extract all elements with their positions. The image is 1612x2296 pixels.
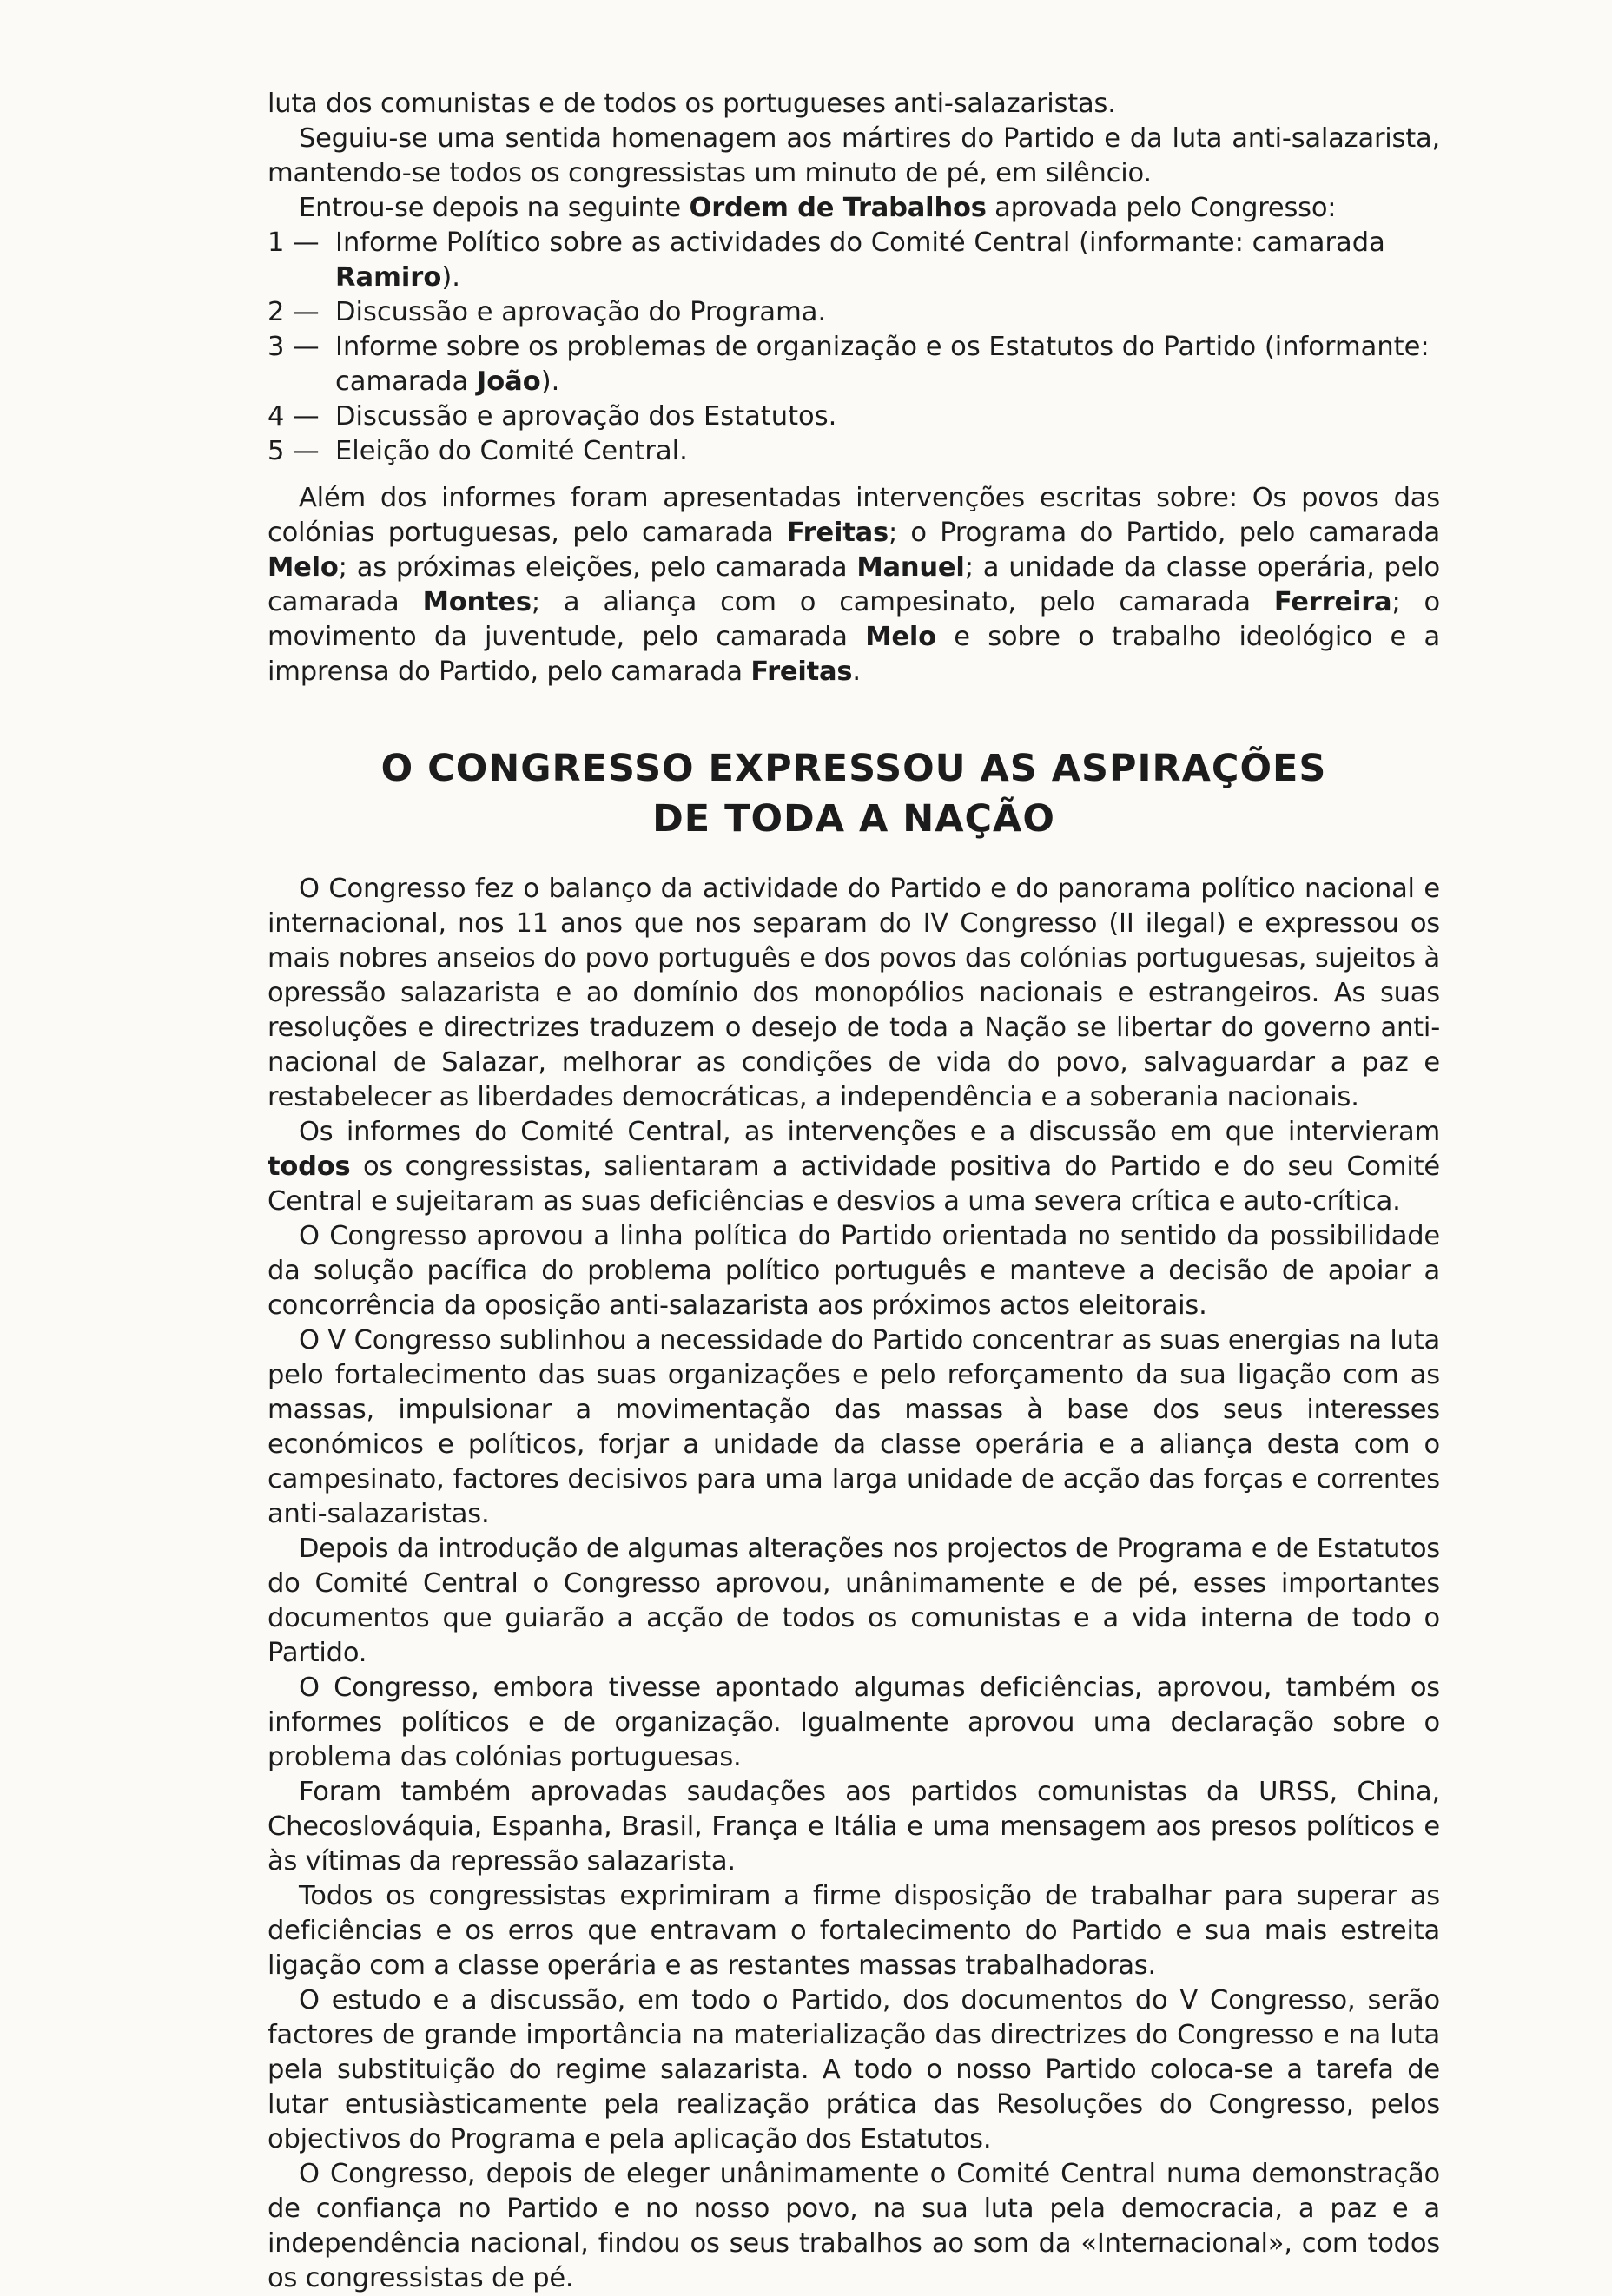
- body-paragraph: [268, 1115, 1440, 1219]
- heading-line: DE TODA A NAÇÃO: [652, 797, 1055, 841]
- speaker-name: Melo: [865, 622, 936, 652]
- speaker-name: Freitas: [750, 656, 853, 687]
- agenda-item: [268, 330, 1440, 399]
- agenda-post: ).: [540, 366, 560, 397]
- interventions-text: ; a aliança com o campesinato, pelo camarada: [531, 587, 1274, 617]
- body-paragraph: O Congresso aprovou a linha política do Partido orientada no sentido da possibilidade da solução pacífica do problema político português e manteve a decisão de apoiar a concorrência da oposição anti-salazarista aos próximos actos eleitorais.: [268, 1221, 1440, 1321]
- agenda-text: Discussão e aprovação do Programa.: [335, 297, 827, 327]
- agenda-post: ).: [441, 262, 460, 293]
- section-heading: [268, 743, 1440, 844]
- ordem-post: aprovada pelo Congresso:: [986, 193, 1337, 223]
- interventions-text: .: [852, 656, 861, 687]
- speaker-name: Melo: [268, 552, 339, 583]
- homenagem-paragraph: Seguiu-se uma sentida homenagem aos mártires do Partido e da luta anti-salazarista, mantendo-se todos os congressistas um minuto de pé, em silêncio.: [268, 123, 1440, 188]
- agenda-number: 4 —: [268, 401, 320, 432]
- agenda-text: Discussão e aprovação dos Estatutos.: [335, 401, 837, 432]
- body-paragraph: O Congresso, embora tivesse apontado algumas deficiências, aprovou, também os informes políticos e de organização. Igualmente aprovou uma declaração sobre o problema das colónias portuguesas.: [268, 1673, 1440, 1772]
- agenda-text: Eleição do Comité Central.: [335, 436, 688, 466]
- agenda-item: [268, 295, 1440, 330]
- body-paragraph: Depois da introdução de algumas alterações nos projectos de Programa e de Estatutos do Comité Central o Congresso aprovou, unânimamente e de pé, esses importantes documentos que guiarão a acção de todos os comunistas e a vida interna de todo o Partido.: [268, 1534, 1440, 1668]
- interventions-text: ; o movimento da juventude, pelo camarada: [268, 587, 1440, 652]
- agenda-number: 1 —: [268, 228, 320, 258]
- agenda-item: [268, 226, 1440, 295]
- body-paragraph: Todos os congressistas exprimiram a firme disposição de trabalhar para superar as deficiências e os erros que entravam o fortalecimento do Partido e sua mais estreita ligação com a classe operária e as restantes massas trabalhadoras.: [268, 1881, 1440, 1981]
- speaker-name: Ferreira: [1273, 587, 1392, 617]
- body-paragraph: O V Congresso sublinhou a necessidade do Partido concentrar as suas energias na luta pelo fortalecimento das suas organizações e pelo reforçamento da sua ligação com as massas, impulsionar a movimentação das massas à base dos seus interesses económicos e políticos, forjar a unidade da classe operária e a aliança desta com o campesinato, factores decisivos para uma larga unidade de acção das forças e correntes anti-salazaristas.: [268, 1325, 1440, 1529]
- interventions-text: ; a unidade da classe operária, pelo camarada: [268, 552, 1440, 617]
- agenda-list: [268, 226, 1440, 469]
- interventions-paragraph: [268, 481, 1440, 689]
- intro-section: [268, 87, 1440, 689]
- speaker-name: Freitas: [786, 518, 889, 548]
- speaker-name: Montes: [422, 587, 532, 617]
- heading-line: O CONGRESSO EXPRESSOU AS ASPIRAÇÕES: [380, 747, 1327, 790]
- body-text: os congressistas, salientaram a actividade positiva do Partido e do seu Comité Central e sujeitaram as suas deficiências e desvios a uma severa crítica e auto-crítica.: [268, 1151, 1440, 1217]
- agenda-number: 5 —: [268, 436, 320, 466]
- agenda-number: 3 —: [268, 332, 320, 362]
- agenda-text: Informe Político sobre as actividades do Comité Central (informante: camarada: [335, 228, 1385, 258]
- agenda-item: [268, 434, 1440, 469]
- body-bold: todos: [268, 1151, 351, 1182]
- ordem-pre: Entrou-se depois na seguinte: [299, 193, 690, 223]
- agenda-bold: João: [476, 366, 541, 397]
- ordem-paragraph: [268, 191, 1440, 226]
- body-paragraph: O estudo e a discussão, em todo o Partido, dos documentos do V Congresso, serão factores de grande importância na materialização das directrizes do Congresso e na luta pela substituição do regime salazarista. A todo o nosso Partido coloca-se a tarefa de lutar entusiàsticamente pela realização prática das Resoluções do Congresso, pelos objectivos do Programa e pela aplicação dos Estatutos.: [268, 1985, 1440, 2154]
- ordem-bold: Ordem de Trabalhos: [689, 193, 987, 223]
- body-paragraph: O Congresso, depois de eleger unânimamente o Comité Central numa demonstração de confiança no Partido e no nosso povo, na sua luta pela democracia, a paz e a independência nacional, findou os seus trabalhos ao som da «Internacional», com todos os congressistas de pé.: [268, 2159, 1440, 2293]
- body-paragraph: O Congresso fez o balanço da actividade do Partido e do panorama político nacional e internacional, nos 11 anos que nos separam do IV Congresso (II ilegal) e expressou os mais nobres anseios do povo português e dos povos das colónias portuguesas, sujeitos à opressão salazarista e ao domínio dos monopólios nacionais e estrangeiros. As suas resoluções e directrizes traduzem o desejo de toda a Nação se libertar do governo anti-nacional de Salazar, melhorar as condições de vida do povo, salvaguardar a paz e restabelecer as liberdades democráticas, a independência e a soberania nacionais.: [268, 874, 1440, 1112]
- body-paragraph: Foram também aprovadas saudações aos partidos comunistas da URSS, China, Checoslováquia, Espanha, Brasil, França e Itália e uma mensagem aos presos políticos e às vítimas da repressão salazarista.: [268, 1777, 1440, 1877]
- page-content: [268, 87, 1440, 2296]
- interventions-text: ; as próximas eleições, pelo camarada: [338, 552, 857, 583]
- interventions-text: Além dos informes foram apresentadas intervenções escritas sobre: Os povos das colónias portuguesas, pelo camarada: [268, 483, 1440, 548]
- body-text: Os informes do Comité Central, as intervenções e a discussão em que intervieram: [299, 1117, 1440, 1147]
- interventions-text: e sobre o trabalho ideológico e a imprensa do Partido, pelo camarada: [268, 622, 1440, 687]
- intro-line: luta dos comunistas e de todos os portugueses anti-salazaristas.: [268, 89, 1116, 119]
- body-section: [268, 872, 1440, 2296]
- speaker-name: Manuel: [856, 552, 965, 583]
- interventions-text: ; o Programa do Partido, pelo camarada: [888, 518, 1440, 548]
- agenda-number: 2 —: [268, 297, 320, 327]
- agenda-item: [268, 399, 1440, 434]
- agenda-text: Informe sobre os problemas de organização e os Estatutos do Partido (informante: camarada: [335, 332, 1430, 397]
- agenda-bold: Ramiro: [335, 262, 442, 293]
